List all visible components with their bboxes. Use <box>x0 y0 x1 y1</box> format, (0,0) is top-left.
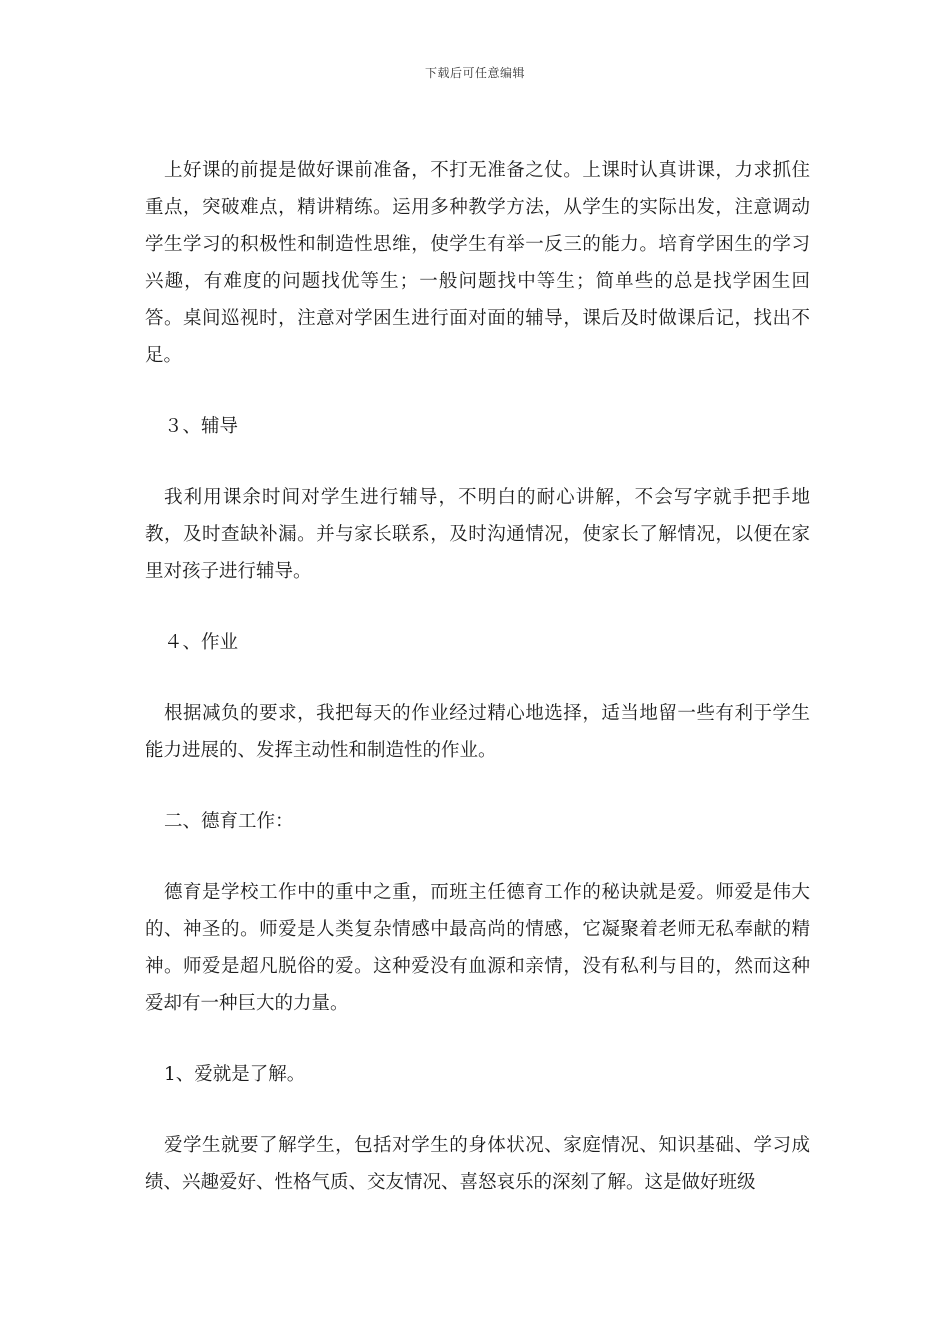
section-heading-moral-education: 二、德育工作： <box>164 811 294 832</box>
section-heading-tutoring: ３、辅导 <box>164 416 239 437</box>
paragraph-lesson-prep: 上好课的前提是做好课前准备，不打无准备之仗。上课时认真讲课，力求抓住重点，突破难点，精讲精练。运用多种教学方法，从学生的实际出发，注意调动学生学习的积极性和制造性思维，使学生有举一反三的能力。培育学困生的学习兴趣，有难度的问题找优等生；一般问题找中等生；简单些的总是找学困生回答。桌间巡视时，注意对学困生进行面对面的辅导，课后及时做课后记，找出不足。 <box>145 160 810 366</box>
paragraph-moral-education: 德育是学校工作中的重中之重，而班主任德育工作的秘诀就是爱。师爱是伟大的、神圣的。师爱是人类复杂情感中最高尚的情感，它凝聚着老师无私奉献的精神。师爱是超凡脱俗的爱。这种爱没有血源和亲情，没有私利与目的，然而这种爱却有一种巨大的力量。 <box>145 882 810 1014</box>
paragraph-tutoring: 我利用课余时间对学生进行辅导，不明白的耐心讲解，不会写字就手把手地教，及时查缺补漏。并与家长联系，及时沟通情况，使家长了解情况，以便在家里对孩子进行辅导。 <box>145 487 810 582</box>
document-body <box>145 152 810 1201</box>
paragraph-understanding-students: 爱学生就要了解学生，包括对学生的身体状况、家庭情况、知识基础、学习成绩、兴趣爱好、性格气质、交友情况、喜怒哀乐的深刻了解。这是做好班级 <box>145 1135 810 1193</box>
section-heading-homework: ４、作业 <box>164 632 239 653</box>
page-header: 下载后可任意编辑 <box>424 66 525 80</box>
section-heading-love-is-understanding: 1、爱就是了解。 <box>164 1064 306 1085</box>
paragraph-homework: 根据减负的要求，我把每天的作业经过精心地选择，适当地留一些有利于学生能力进展的、发挥主动性和制造性的作业。 <box>145 703 810 761</box>
